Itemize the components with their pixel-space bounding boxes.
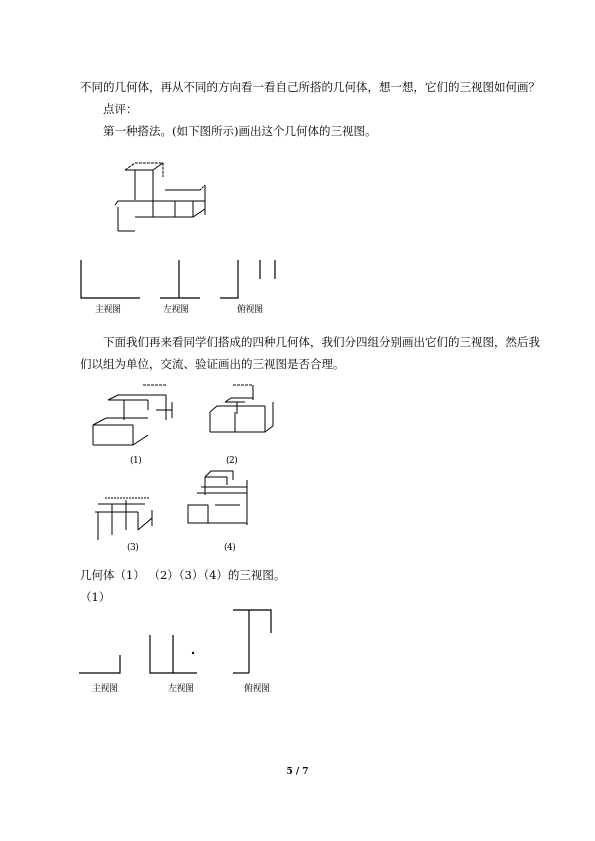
solid-figure-main [105,155,215,235]
paragraph-line-4: 下面我们再来看同学们搭成的四种几何体，我们分四组分别画出它们的三视图，然后我 [103,335,540,349]
solid-2-label: (2) [226,456,238,466]
solid-figure-2 [205,380,280,440]
paragraph-line-5: 们以组为单位，交流、验证画出的三视图是否合理。 [80,357,345,371]
page-number: 5 / 7 [286,767,309,777]
fig1-left-view-caption: 左视图 [163,305,189,315]
views1-top-caption: 俯视图 [244,684,270,694]
solid-figure-1 [88,380,183,450]
paragraph-line-7: （1） [80,590,111,604]
solid-figure-4 [185,465,260,535]
views-figure-solid-1 [75,605,285,680]
views1-left-caption: 左视图 [168,684,194,694]
paragraph-line-6: 几何体（1） （2）（3）（4）的三视图。 [80,568,286,582]
solid-1-label: (1) [130,456,142,466]
solid-3-label: (3) [127,543,139,553]
views1-front-caption: 主视图 [92,684,118,694]
paragraph-line-2: 点评： [103,102,138,116]
fig1-front-view-caption: 主视图 [95,305,121,315]
views-figure-1 [75,255,285,305]
solid-4-label: (4) [224,543,236,553]
paragraph-line-3: 第一种搭法。(如下图所示)画出这个几何体的三视图。 [103,124,377,138]
paragraph-line-1: 不同的几何体，再从不同的方向看一看自己所搭的几何体，想一想，它们的三视图如何画？ [80,80,540,94]
solid-figure-3 [90,490,160,545]
fig1-top-view-caption: 俯视图 [237,305,263,315]
